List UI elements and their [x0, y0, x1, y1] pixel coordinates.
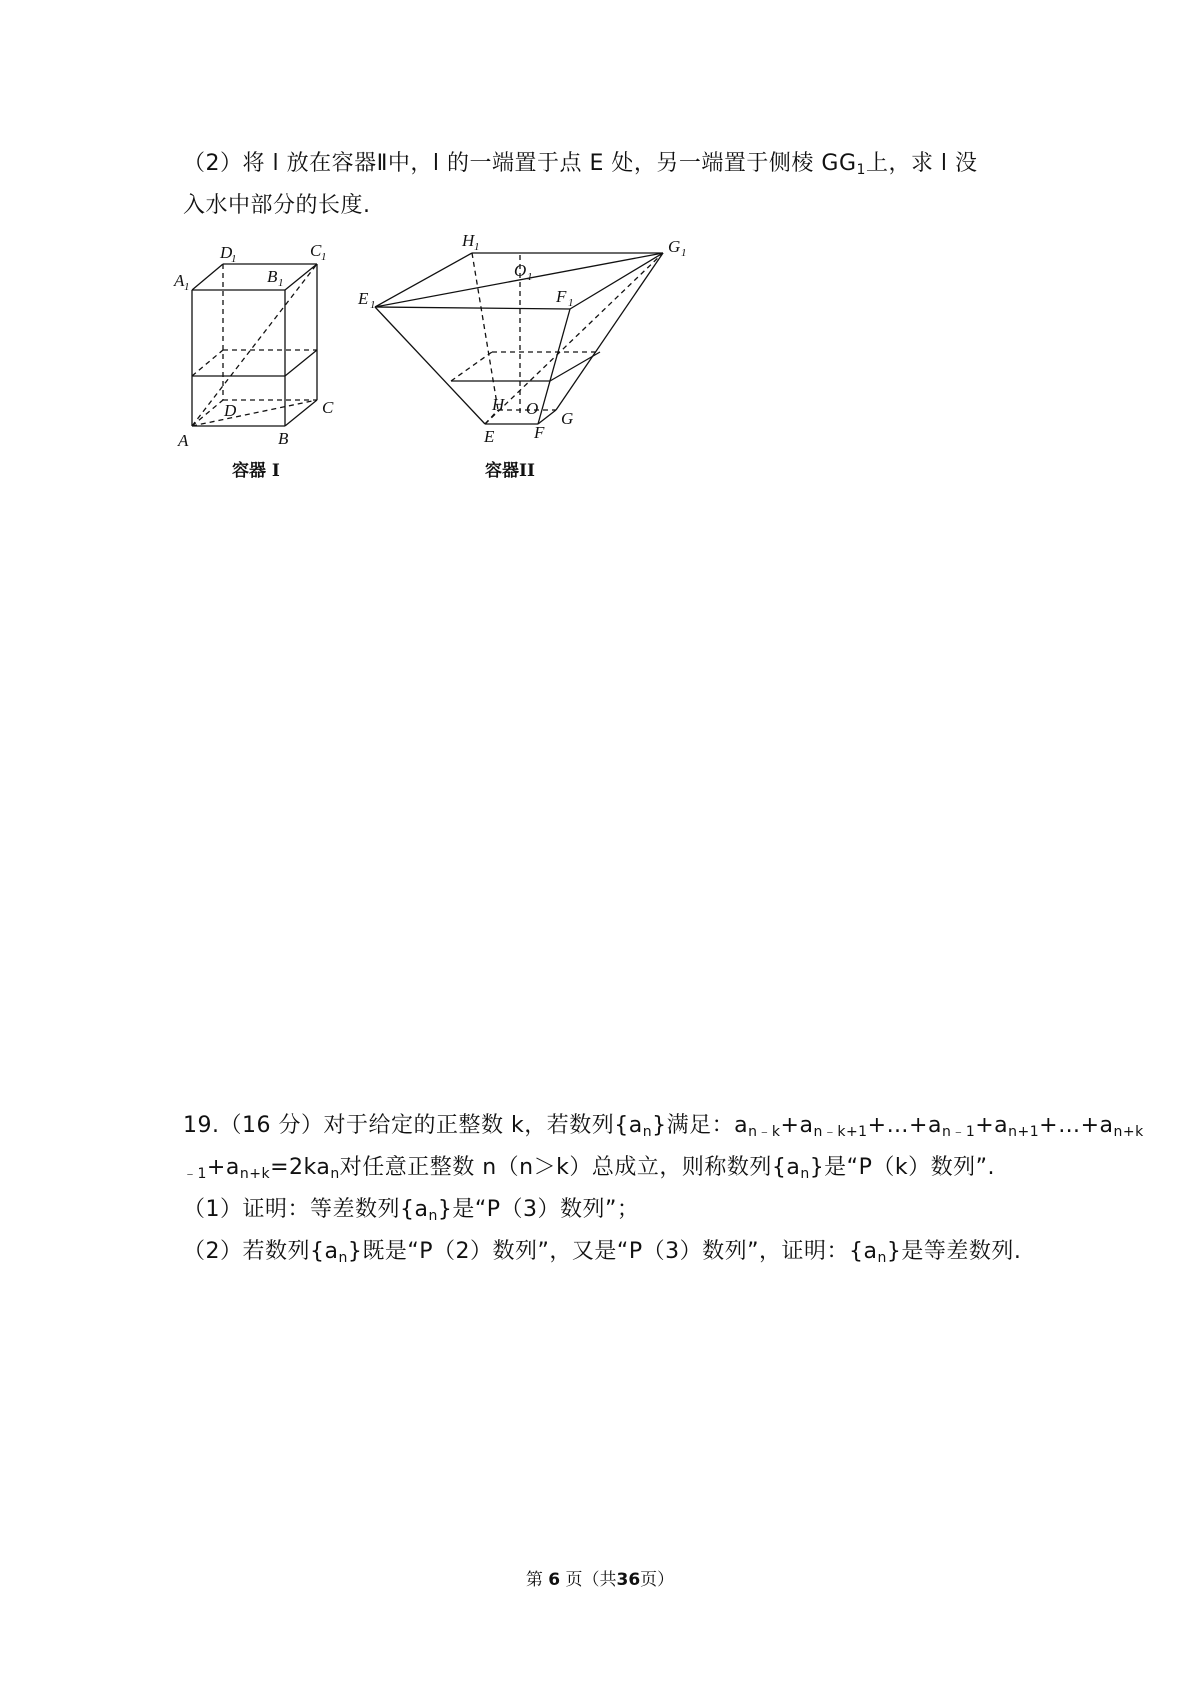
q19-part1-end: }是“P（3）数列”；	[437, 1197, 640, 1222]
label-c: C	[322, 398, 334, 417]
label-b: B	[278, 429, 289, 448]
container-1-prism	[192, 264, 317, 426]
q18-part2-line2	[183, 188, 371, 219]
caption-container-2: 容器II	[485, 461, 535, 481]
label-d1: D	[220, 243, 233, 262]
label-sub: 1	[231, 253, 237, 265]
q19-part2: （2）若数列$\{a_n\}$既是“P（2）数列”，又是“P（3）数列”，证明：$\{a_n\}$是等差数列.	[183, 1239, 1022, 1266]
label-c1: C	[310, 241, 322, 260]
label-sub: 1	[681, 247, 687, 259]
q19-part1-text: （1）证明：等差数列{a	[183, 1197, 429, 1222]
q19-part2-text: （2）若数列{a	[183, 1239, 339, 1264]
q19-text-a: 19.（16 分）对于给定的正整数 k，若数列{a	[183, 1113, 643, 1138]
q18-text-c: 入水中部分的长度.	[183, 193, 371, 218]
label-e: E	[484, 427, 495, 446]
label-g1: G	[668, 237, 681, 256]
label-o: O	[526, 399, 539, 418]
q19-part2-mid: }既是“P（2）数列”，又是“P（3）数列”，证明：{a	[347, 1239, 878, 1264]
label-d: D	[224, 401, 237, 420]
page-footer	[0, 1565, 1200, 1590]
footer-prefix: 第	[525, 1570, 543, 1590]
label-f1: F	[556, 287, 567, 306]
footer-mid: 页（共	[565, 1570, 617, 1590]
q19-line1: 19.（16 分）对于给定的正整数 k，若数列$\{a_n\}$满足：$a_{n﹣k}+a_{n﹣k+1}+\dots+a_{n﹣1}+a_{n+1}+\dots+a_{n+k}$	[183, 1113, 1144, 1140]
container-diagrams	[174, 231, 740, 450]
label-sub: 1	[321, 251, 327, 263]
q19-text-c: }是“P（k）数列”.	[809, 1155, 995, 1180]
label-f: F	[534, 423, 545, 442]
q19-formula-a: }满足：a	[652, 1113, 749, 1138]
q18-sub: 1	[856, 162, 866, 178]
label-g: G	[561, 409, 574, 428]
label-sub: 1	[184, 281, 190, 293]
label-sub: 1	[527, 271, 533, 283]
label-o1: O	[514, 261, 527, 280]
q19-text-b: 对任意正整数 n（n＞k）总成立，则称数列{a	[339, 1155, 801, 1180]
label-sub: 1	[474, 241, 480, 253]
q19-formula-b: =2ka	[270, 1155, 331, 1180]
label-h: H	[492, 395, 505, 414]
q19-line2: $_{﹣1}+a_{n+k}=2ka_n$对任意正整数 n（n＞k）总成立，则称数列$\{a_n\}$是“P（k）数列”.	[183, 1155, 995, 1182]
label-sub: 1	[370, 299, 376, 311]
label-sub: 1	[278, 277, 284, 289]
footer-page-number: 6	[548, 1570, 561, 1590]
q19-part1: （1）证明：等差数列$\{a_n\}$是“P（3）数列”；	[183, 1197, 640, 1224]
q18-text-a: （2）将 l 放在容器Ⅱ中，l 的一端置于点 E 处，另一端置于侧棱 GG	[183, 151, 857, 176]
label-sub: 1	[568, 297, 574, 309]
label-a: A	[178, 431, 189, 450]
label-e1: E	[358, 289, 369, 308]
container-2-labels	[357, 231, 687, 446]
caption-container-1: 容器 I	[232, 461, 280, 481]
label-a1: A	[174, 271, 185, 290]
label-h1: H	[462, 231, 475, 250]
q18-part2-line1	[183, 146, 978, 178]
q19-part2-end: }是等差数列.	[886, 1239, 1022, 1264]
q18-text-b: 上，求 l 没	[865, 151, 978, 176]
footer-total-pages: 36	[616, 1570, 641, 1590]
containers-figure	[174, 231, 740, 481]
label-b1: B	[267, 267, 278, 286]
footer-suffix: 页）	[640, 1570, 675, 1590]
